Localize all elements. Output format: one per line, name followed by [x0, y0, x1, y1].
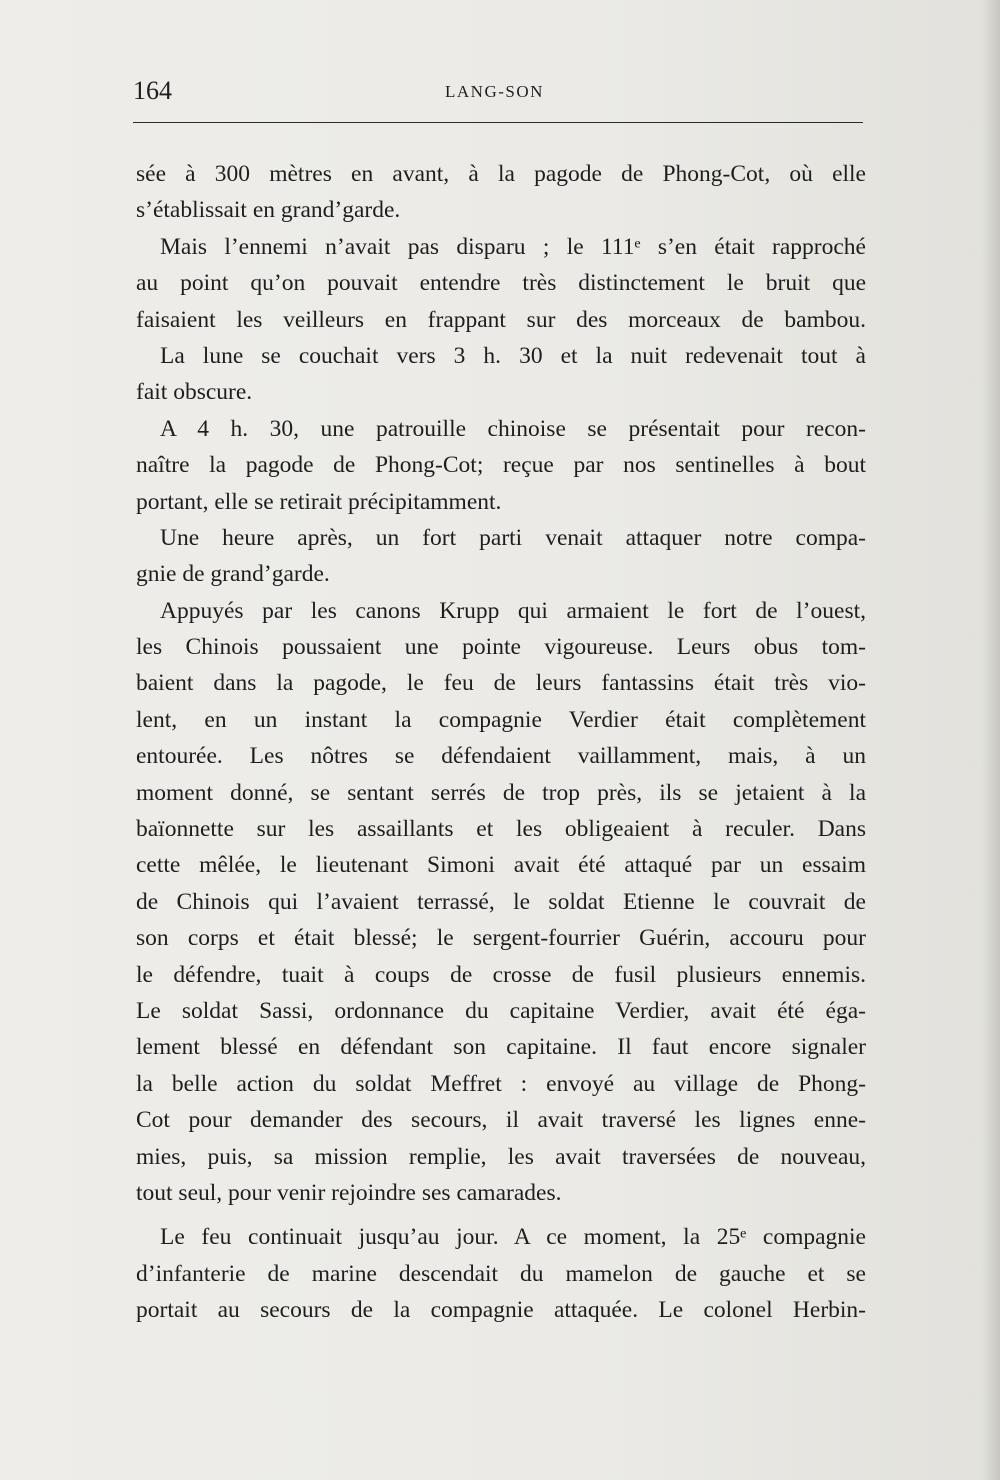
text-line: naître la pagode de Phong-Cot; reçue par nos sentinelles à bout [136, 452, 866, 479]
page-number: 164 [133, 76, 172, 105]
text-line: A 4 h. 30, une patrouille chinoise se présentait pour recon- [160, 415, 866, 442]
text-line: baient dans la pagode, le feu de leurs fantassins était très vio- [136, 670, 866, 697]
page-header [133, 72, 863, 112]
paragraph-gap [136, 1211, 866, 1219]
text-line: tout seul, pour venir rejoindre ses camarades. [136, 1179, 562, 1206]
running-head: LANG-SON [445, 82, 544, 101]
text-line: Le soldat Sassi, ordonnance du capitaine Verdier, avait été éga- [136, 997, 866, 1024]
text-line: fait obscure. [136, 379, 253, 406]
header-rule [133, 122, 863, 123]
page-edge-shadow [982, 0, 1000, 1480]
text-line: cette mêlée, le lieutenant Simoni avait été attaqué par un essaim [136, 852, 866, 879]
text-line: le défendre, tuait à coups de crosse de fusil plusieurs ennemis. [136, 961, 866, 988]
text-line: Cot pour demander des secours, il avait traversé les lignes enne- [136, 1107, 866, 1134]
text-line: sée à 300 mètres en avant, à la pagode de Phong-Cot, où elle [136, 161, 866, 187]
text-line: la belle action du soldat Meffret : envoyé au village de Phong- [136, 1070, 866, 1097]
text-line: entourée. Les nôtres se défendaient vaillamment, mais, à un [136, 743, 866, 770]
text-line: son corps et était blessé; le sergent-fourrier Guérin, accouru pour [136, 925, 866, 952]
text-line: Le feu continuait jusqu’au jour. A ce moment, la 25ᵉ compagnie [160, 1224, 866, 1251]
text-line: baïonnette sur les assaillants et les obligeaient à reculer. Dans [136, 816, 866, 843]
text-line: lement blessé en défendant son capitaine. Il faut encore signaler [136, 1034, 866, 1061]
text-line: gnie de grand’garde. [136, 561, 330, 588]
text-line: de Chinois qui l’avaient terrassé, le soldat Etienne le couvrait de [136, 888, 866, 915]
text-line: s’établissait en grand’garde. [136, 197, 401, 224]
text-line: d’infanterie de marine descendait du mamelon de gauche et se [136, 1260, 866, 1287]
text-line: moment donné, se sentant serrés de trop près, ils se jetaient à la [136, 779, 866, 806]
text-line: mies, puis, sa mission remplie, les avait traversées de nouveau, [136, 1143, 866, 1170]
text-line: La lune se couchait vers 3 h. 30 et la nuit redevenait tout à [160, 342, 866, 369]
text-line: portait au secours de la compagnie attaquée. Le colonel Herbin- [136, 1297, 866, 1324]
body-text [136, 156, 866, 1329]
text-line: Mais l’ennemi n’avait pas disparu ; le 111ᵉ s’en était rapproché [160, 233, 866, 260]
text-line: Une heure après, un fort parti venait attaquer notre compa- [160, 524, 866, 551]
text-line: Appuyés par les canons Krupp qui armaient le fort de l’ouest, [160, 597, 866, 624]
text-line: au point qu’on pouvait entendre très distinctement le bruit que [136, 270, 866, 297]
text-line: portant, elle se retirait précipitamment. [136, 488, 502, 515]
text-line: lent, en un instant la compagnie Verdier était complètement [136, 706, 866, 733]
text-line: faisaient les veilleurs en frappant sur des morceaux de bambou. [136, 306, 866, 333]
text-line: les Chinois poussaient une pointe vigoureuse. Leurs obus tom- [136, 634, 866, 661]
